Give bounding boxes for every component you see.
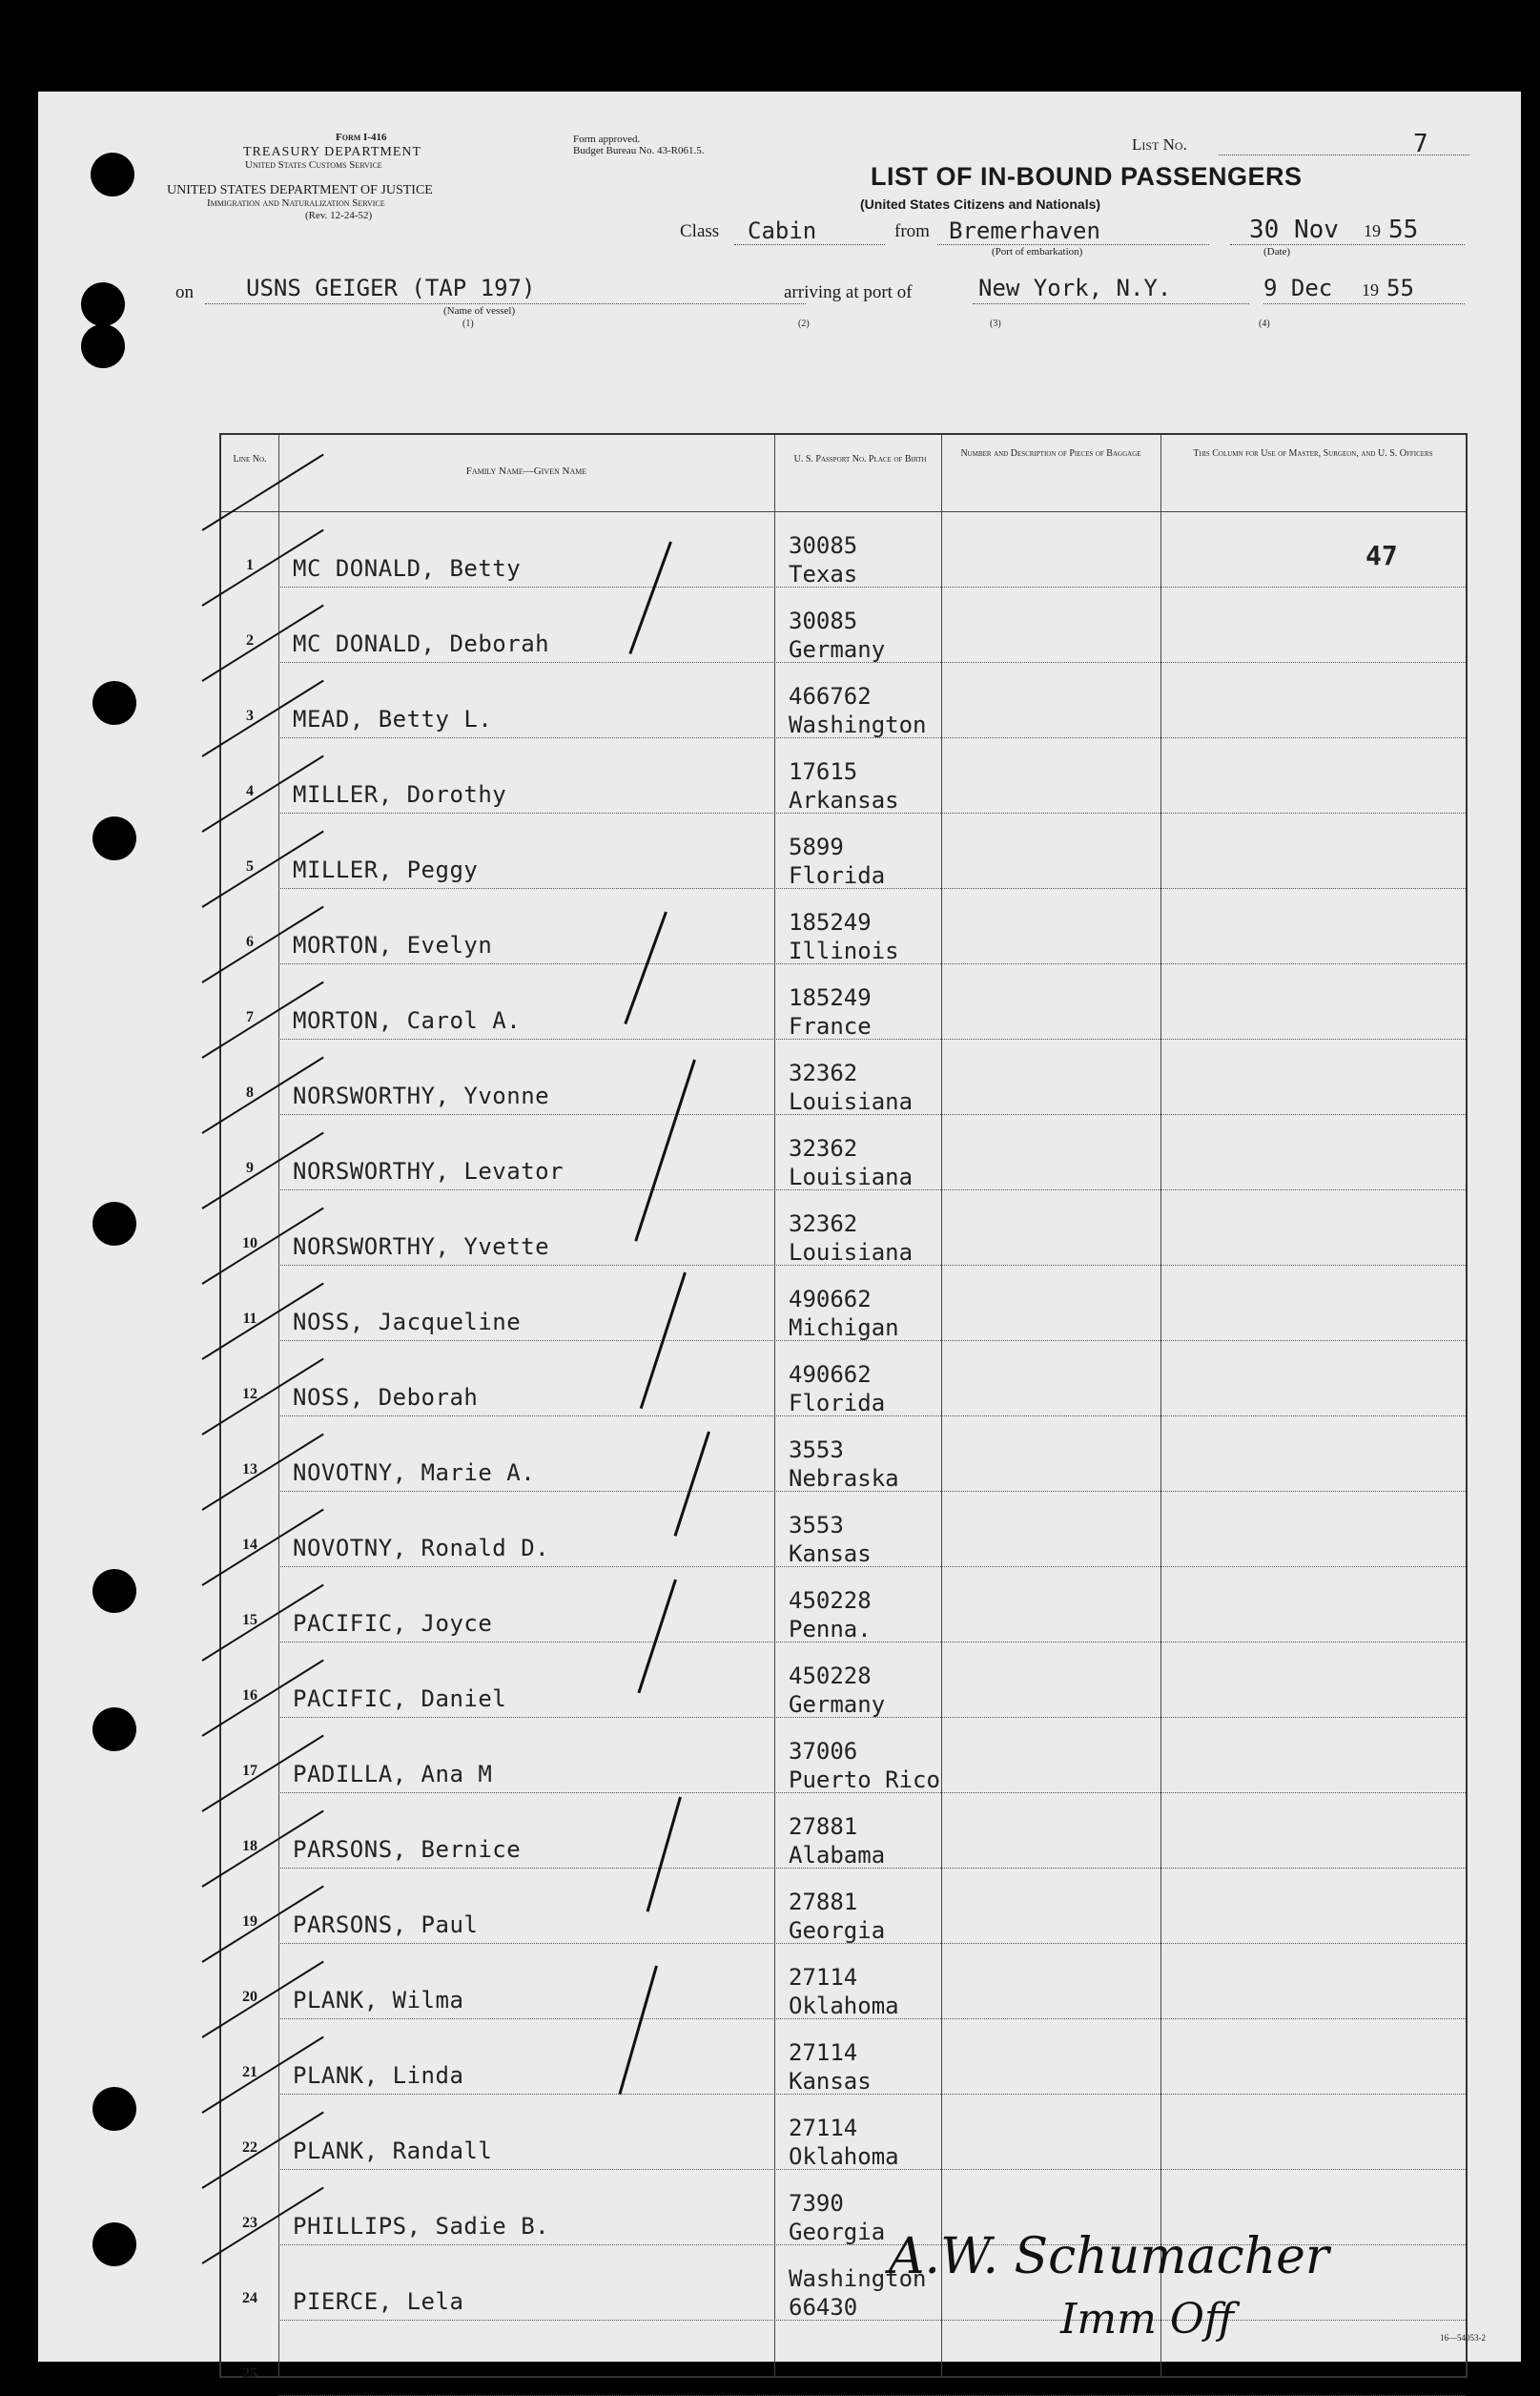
table-row — [221, 512, 1466, 588]
officer-signature: A.W. Schumacher — [889, 2228, 1329, 2285]
footer-code: 16—54053-2 — [1440, 2333, 1486, 2343]
line-number: 1 — [246, 557, 254, 573]
place-of-birth: Kansas — [789, 2068, 872, 2095]
port-line — [973, 303, 1249, 304]
passenger-name: PHILLIPS, Sadie B. — [293, 2213, 550, 2240]
place-of-birth: Georgia — [789, 2219, 886, 2245]
passenger-name: PACIFIC, Daniel — [293, 1685, 507, 1712]
passenger-name: NOSS, Deborah — [293, 1384, 479, 1411]
line-number: 24 — [242, 2290, 257, 2306]
passenger-name: NORSWORTHY, Levator — [293, 1158, 565, 1185]
line-number: 19 — [242, 1913, 257, 1930]
binder-hole — [81, 324, 125, 368]
passenger-name: PLANK, Randall — [293, 2138, 493, 2164]
class-value: Cabin — [748, 217, 817, 244]
place-of-birth: 66430 — [789, 2294, 858, 2321]
binder-hole — [92, 1569, 136, 1613]
passport-number: 450228 — [789, 1587, 872, 1614]
table-row — [221, 1115, 1466, 1190]
line-number: 23 — [242, 2215, 257, 2231]
arrival-port: New York, N.Y. — [978, 275, 1172, 301]
binder-hole — [92, 1202, 136, 1246]
line-number: 8 — [246, 1084, 254, 1101]
passenger-name: NOVOTNY, Ronald D. — [293, 1535, 550, 1561]
place-of-birth: Germany — [789, 1691, 886, 1718]
class-label: Class — [680, 221, 720, 241]
class-line — [734, 244, 885, 245]
line-number: 3 — [246, 708, 254, 724]
line-number: 16 — [242, 1687, 257, 1704]
passport-number: 32362 — [789, 1135, 858, 1162]
passport-cell — [789, 1812, 885, 1869]
line-number: 14 — [242, 1537, 257, 1553]
col-header-passport: U. S. Passport No. Place of Birth — [793, 454, 927, 465]
passport-number: 3553 — [789, 1512, 844, 1539]
place-of-birth: Nebraska — [789, 1465, 899, 1492]
line-number: 17 — [242, 1763, 257, 1779]
passport-number: 466762 — [789, 683, 872, 710]
line-number: 20 — [242, 1989, 257, 2005]
table-row — [221, 814, 1466, 889]
passport-number: 32362 — [789, 1210, 858, 1237]
officer-note: 47 — [1365, 540, 1398, 571]
departure-date: 30 Nov — [1249, 216, 1339, 244]
place-of-birth: Texas — [789, 561, 858, 588]
list-no-label: List No. — [1132, 135, 1187, 154]
place-of-birth: Oklahoma — [789, 2143, 899, 2170]
passport-cell — [789, 1662, 885, 1719]
col-header-baggage: Number and Description of Pieces of Baggage — [960, 448, 1141, 459]
passport-cell — [789, 531, 857, 589]
passport-cell — [789, 1134, 913, 1191]
passport-number: 185249 — [789, 984, 872, 1011]
date-caption: (Date) — [1263, 246, 1291, 258]
table-row — [221, 1040, 1466, 1115]
place-of-birth: Arkansas — [789, 787, 899, 814]
place-of-birth: Michigan — [789, 1314, 899, 1341]
line-number: 22 — [242, 2139, 257, 2156]
passenger-name: PLANK, Linda — [293, 2062, 464, 2089]
place-of-birth: Oklahoma — [789, 1993, 899, 2019]
table-row — [221, 738, 1466, 814]
form-number: Form I-416 — [336, 132, 387, 143]
line-number: 13 — [242, 1461, 257, 1477]
passport-number: 32362 — [789, 1060, 858, 1086]
passport-number: 490662 — [789, 1286, 872, 1312]
place-of-birth: Louisiana — [789, 1164, 914, 1190]
col-caption-2: (2) — [798, 319, 810, 329]
departure-year: 55 — [1388, 216, 1419, 244]
passport-cell — [789, 983, 872, 1041]
passport-number: 490662 — [789, 1361, 872, 1388]
place-of-birth: Puerto Rico — [789, 1766, 940, 1793]
col-header-line: Line No. — [233, 454, 267, 465]
dep-date-line — [1230, 244, 1465, 245]
binder-hole — [92, 816, 136, 860]
customs-service: United States Customs Service — [245, 159, 382, 171]
passport-number: 185249 — [789, 909, 872, 936]
passport-number: 27114 — [789, 1964, 858, 1991]
justice-department: UNITED STATES DEPARTMENT OF JUSTICE — [167, 183, 433, 197]
from-line — [937, 244, 1209, 245]
passport-number: 27881 — [789, 1889, 858, 1915]
passport-number: 30085 — [789, 532, 858, 559]
table-row — [221, 1642, 1466, 1718]
place-of-birth: Louisiana — [789, 1239, 914, 1266]
table-row — [221, 1341, 1466, 1416]
dep-year-prefix: 19 — [1364, 221, 1381, 240]
place-of-birth: Illinois — [789, 938, 899, 964]
line-number: 9 — [246, 1160, 254, 1176]
passport-number: 27114 — [789, 2039, 858, 2066]
passenger-name: PADILLA, Ana M — [293, 1761, 493, 1787]
check-tick — [201, 454, 323, 531]
passenger-name: PARSONS, Bernice — [293, 1836, 522, 1863]
table-row — [221, 1266, 1466, 1341]
table-row — [221, 1416, 1466, 1492]
place-of-birth: Kansas — [789, 1540, 872, 1567]
passport-cell — [789, 2189, 885, 2246]
passport-number: 3553 — [789, 1436, 844, 1463]
form-subtitle: (United States Citizens and Nationals) — [860, 196, 1101, 212]
passport-cell — [789, 908, 899, 965]
passport-cell — [789, 2114, 899, 2171]
passenger-name: NOSS, Jacqueline — [293, 1309, 522, 1335]
table-row — [221, 1869, 1466, 1944]
passport-cell — [789, 1963, 899, 2020]
arrival-year: 55 — [1386, 275, 1414, 301]
passport-cell — [789, 1436, 899, 1493]
passenger-name: PIERCE, Lela — [293, 2288, 464, 2315]
line-number: 11 — [242, 1311, 257, 1327]
col-caption-1: (1) — [462, 319, 474, 329]
table-row — [221, 2095, 1466, 2170]
passport-number: 27114 — [789, 2115, 858, 2141]
table-row — [221, 2019, 1466, 2095]
vessel-caption: (Name of vessel) — [443, 305, 516, 317]
passport-number: 7390 — [789, 2190, 844, 2217]
treasury-department: TREASURY DEPARTMENT — [243, 145, 422, 159]
line-number: 25 — [242, 2365, 257, 2382]
line-number: 6 — [246, 934, 254, 950]
revision-date: (Rev. 12-24-52) — [305, 210, 373, 221]
list-number: 7 — [1413, 130, 1428, 158]
passenger-name: MILLER, Peggy — [293, 857, 479, 883]
passport-cell — [789, 2038, 872, 2096]
col-caption-4: (4) — [1259, 319, 1270, 329]
place-of-birth: France — [789, 1013, 872, 1040]
arrival-date: 9 Dec — [1263, 275, 1333, 301]
manifest-page — [38, 92, 1521, 2382]
budget-bureau: Budget Bureau No. 43-R061.5. — [573, 145, 705, 156]
form-title: LIST OF IN-BOUND PASSENGERS — [871, 162, 1303, 191]
line-number: 15 — [242, 1612, 257, 1628]
passport-number: 450228 — [789, 1663, 872, 1689]
binder-hole — [92, 1707, 136, 1751]
table-row — [221, 964, 1466, 1040]
arriving-label: arriving at port of — [784, 282, 913, 302]
binder-hole — [92, 681, 136, 725]
passport-cell — [789, 1737, 940, 1794]
line-number: 5 — [246, 858, 254, 875]
passport-cell — [789, 1360, 885, 1417]
passport-number: 17615 — [789, 758, 858, 785]
form-approved: Form approved. — [573, 134, 641, 145]
passport-number: 30085 — [789, 608, 858, 634]
binder-hole — [92, 2222, 136, 2266]
table-row — [221, 588, 1466, 663]
passenger-name: MILLER, Dorothy — [293, 781, 507, 808]
col-header-name: Family Name—Given Name — [465, 465, 587, 477]
binder-hole — [92, 2087, 136, 2131]
arr-date-line — [1263, 303, 1465, 304]
from-label: from — [894, 221, 930, 241]
passport-cell — [789, 682, 927, 739]
passport-number: Washington — [789, 2265, 927, 2292]
line-number: 12 — [242, 1386, 257, 1402]
passport-cell — [789, 757, 899, 815]
vessel-name: USNS GEIGER (TAP 197) — [246, 275, 536, 301]
line-number: 2 — [246, 632, 254, 649]
binder-hole — [91, 153, 134, 196]
table-row — [221, 1944, 1466, 2019]
place-of-birth: Penna. — [789, 1616, 872, 1642]
line-number: 4 — [246, 783, 254, 799]
passenger-name: PACIFIC, Joyce — [293, 1610, 493, 1637]
table-row — [221, 663, 1466, 738]
table-row — [221, 1793, 1466, 1869]
passenger-name: PARSONS, Paul — [293, 1911, 479, 1938]
passport-number: 27881 — [789, 1813, 858, 1840]
passport-cell — [789, 1586, 872, 1643]
place-of-birth: Louisiana — [789, 1088, 914, 1115]
passenger-name: MC DONALD, Deborah — [293, 630, 550, 657]
place-of-birth: Washington — [789, 712, 927, 738]
col-caption-3: (3) — [990, 319, 1001, 329]
place-of-birth: Alabama — [789, 1842, 886, 1869]
passenger-name: MEAD, Betty L. — [293, 706, 493, 733]
passport-cell — [789, 1285, 899, 1342]
place-of-birth: Florida — [789, 862, 886, 889]
place-of-birth: Georgia — [789, 1917, 886, 1944]
on-label: on — [175, 282, 194, 302]
passenger-name: NORSWORTHY, Yvonne — [293, 1083, 550, 1109]
passport-cell — [789, 1209, 913, 1267]
table-row — [221, 2321, 1466, 2396]
passport-cell — [789, 833, 885, 890]
binder-hole — [81, 282, 125, 326]
passenger-name: MC DONALD, Betty — [293, 555, 522, 582]
vessel-line — [205, 303, 806, 304]
table-row — [221, 1492, 1466, 1567]
passenger-name: NORSWORTHY, Yvette — [293, 1233, 550, 1260]
line-number: 21 — [242, 2064, 257, 2080]
embarkation-caption: (Port of embarkation) — [992, 246, 1083, 258]
line-number: 10 — [242, 1235, 257, 1251]
passport-number: 37006 — [789, 1738, 858, 1765]
table-row — [221, 1567, 1466, 1642]
passport-cell — [789, 1888, 885, 1945]
passenger-table — [219, 433, 1468, 2382]
passport-number: 5899 — [789, 834, 844, 860]
line-number: 7 — [246, 1009, 254, 1025]
passport-cell — [789, 1511, 872, 1568]
place-of-birth: Florida — [789, 1390, 886, 1416]
passenger-name: MORTON, Evelyn — [293, 932, 493, 959]
passenger-name: PLANK, Wilma — [293, 1987, 464, 2014]
line-number: 18 — [242, 1838, 257, 1854]
table-row — [221, 889, 1466, 964]
table-row — [221, 1190, 1466, 1266]
officer-title-signature: Imm Off — [1060, 2295, 1235, 2344]
table-row — [221, 1718, 1466, 1793]
passenger-name: NOVOTNY, Marie A. — [293, 1459, 536, 1486]
col-header-officers: This Column for Use of Master, Surgeon, and U. S. Officers — [1193, 448, 1433, 459]
passport-cell — [789, 1059, 913, 1116]
immigration-service: Immigration and Naturalization Service — [207, 197, 385, 209]
passport-cell — [789, 607, 885, 664]
arr-year-prefix: 19 — [1362, 280, 1379, 300]
passenger-name: MORTON, Carol A. — [293, 1007, 522, 1034]
embarkation-port: Bremerhaven — [949, 217, 1100, 244]
place-of-birth: Germany — [789, 636, 886, 663]
